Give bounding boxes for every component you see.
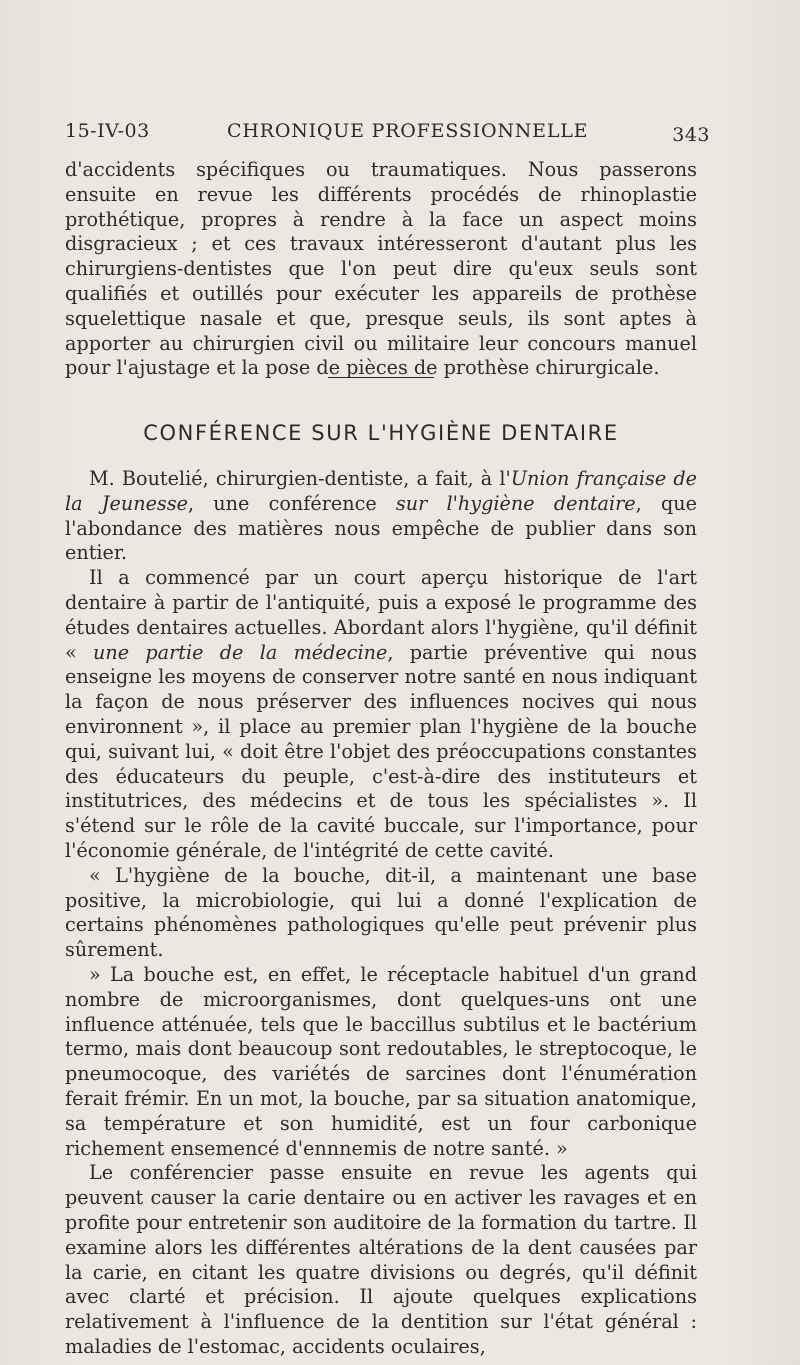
running-title: CHRONIQUE PROFESSIONNELLE [227,120,589,142]
paragraph [65,566,697,864]
issue-date: 15-IV-03 [65,120,150,142]
section-divider [328,377,434,378]
section-title: CONFÉRENCE SUR L'HYGIÈNE DENTAIRE [143,421,619,445]
page-number: 343 [672,124,710,146]
italic-text: sur l'hygiène dentaire [395,491,636,515]
text-run: , que l'abondance des matières nous empêche de publier dans son entier. [65,491,697,565]
italic-text: une partie de la médecine [93,640,388,664]
page-header [65,120,710,150]
intro-paragraph [65,158,697,381]
text-run: Il a commencé par un court aperçu historique de l'art dentaire à partir de l'antiquité, puis a exposé le programme des études dentaires actuelles. Abordant alors l'hygiène, qu'il définit « [65,566,697,664]
paragraph: d'accidents spécifiques ou traumatiques. Nous passerons ensuite en revue les différents procédés de rhinoplastie prothétique, propres à rendre à la face un aspect moins disgracieux ; et ces travaux intéresseront d'autant plus les chirurgiens-dentistes que l'on peut dire qu'eux seuls sont qualifiés et outillés pour exécuter les appareils de prothèse squelettique nasale et que, presque seuls, ils sont aptes à apporter au chirurgien civil ou militaire leur concours manuel pour l'ajustage et la pose de pièces de prothèse chirurgicale. [65,158,697,380]
article-body [65,467,697,1360]
text-run: , partie préventive qui nous enseigne les moyens de conserver notre santé en nous indiquant la façon de nous préserver des influences nocives qui nous environnent », il place au premier plan l'hygiène de la bouche qui, suivant lui, « doit être l'objet des préoccupations constantes des éducateurs du peuple, c'est-à-dire des instituteurs et institutrices, des médecins et de tous les spécialistes ». Il s'étend sur le rôle de la cavité buccale, sur l'importance, pour l'économie générale, de l'intégrité de cette cavité. [65,640,698,862]
italic-text: Union française de la Jeunesse [65,467,697,515]
paragraph: » La bouche est, en effet, le réceptacle habituel d'un grand nombre de microorganismes, dont quelques-uns ont une influence atténuée, tels que le baccillus subtilus et le bactérium termo, mais dont beaucoup sont redoutables, le streptocoque, le pneumocoque, des variétés de sarcines dont l'énumération ferait frémir. En un mot, la bouche, par sa situation anatomique, sa température et son humidité, est un four carbonique richement ensemencé d'ennnemis de notre santé. » [65,962,697,1160]
paragraph [65,467,697,566]
text-run: M. Boutelié, chirurgien-dentiste, a fait, à l' [89,467,511,490]
paragraph: « L'hygiène de la bouche, dit-il, a maintenant une base positive, la microbiologie, qui lui a donné l'explication de certains phénomènes pathologiques qu'elle peut prévenir plus sûrement. [65,863,697,962]
paragraph: Le conférencier passe ensuite en revue les agents qui peuvent causer la carie dentaire ou en activer les ravages et en profite pour entretenir son auditoire de la formation du tartre. Il examine alors les différentes altérations de la dent causées par la carie, en citant les quatre divisions ou degrés, qu'il définit avec clarté et précision. Il ajoute quelques explications relativement à l'influence de la dentition sur l'état général : maladies de l'estomac, accidents oculaires, [65,1161,697,1358]
text-run: , une conférence [187,491,396,515]
